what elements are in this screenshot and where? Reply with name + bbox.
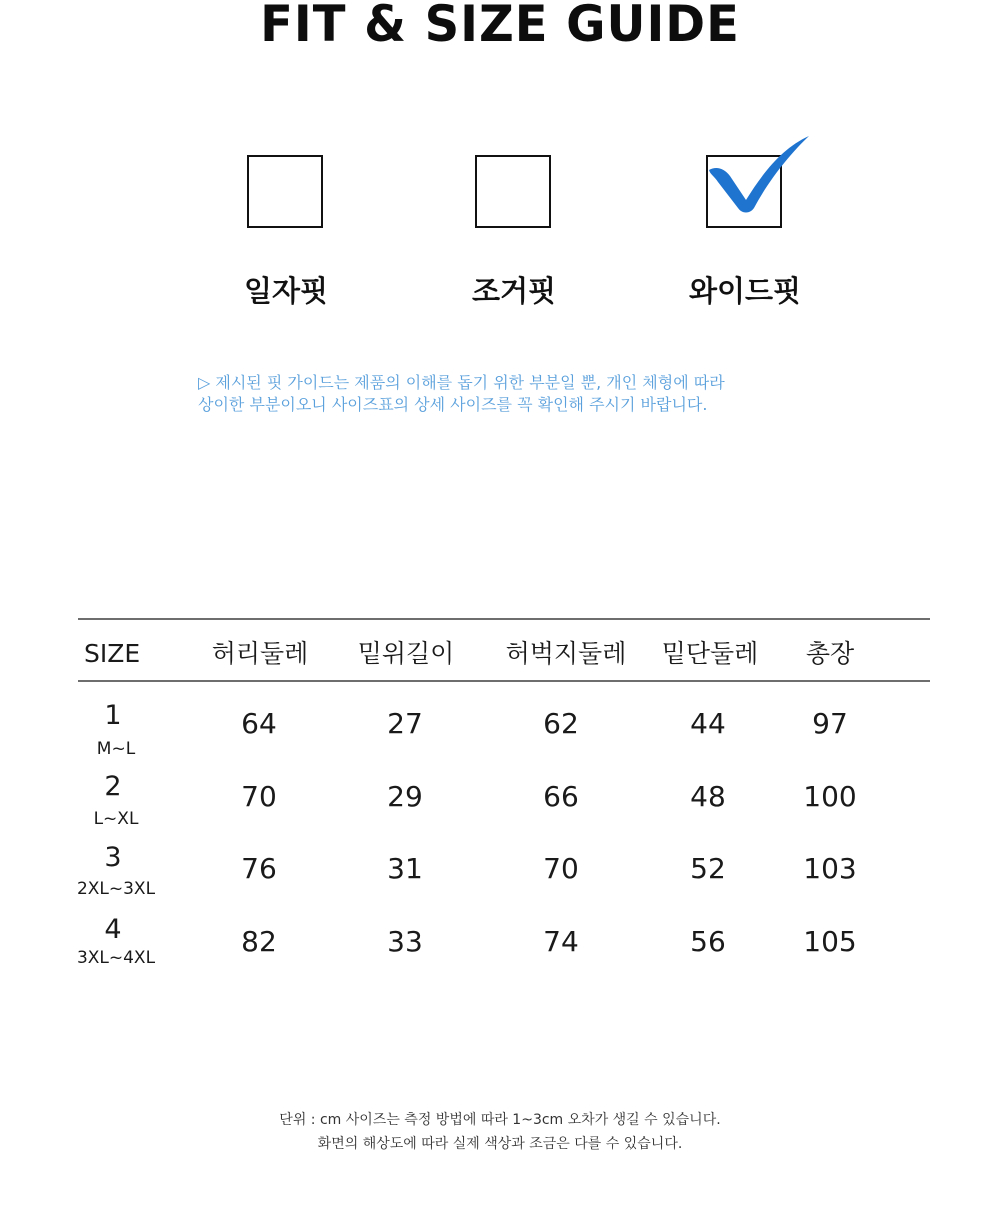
fit-checkbox-straight bbox=[247, 155, 323, 228]
cell-thigh: 62 bbox=[543, 707, 579, 740]
fit-option-jogger bbox=[414, 155, 614, 325]
cell-thigh: 74 bbox=[543, 925, 579, 958]
table-header-rule bbox=[78, 680, 930, 682]
cell-waist: 82 bbox=[241, 925, 277, 958]
size-number: 1 bbox=[104, 700, 122, 731]
cell-hem: 44 bbox=[690, 707, 726, 740]
size-range: 3XL~4XL bbox=[76, 948, 156, 968]
size-number: 4 bbox=[104, 914, 122, 945]
cell-length: 103 bbox=[803, 852, 857, 885]
cell-waist: 70 bbox=[241, 780, 277, 813]
footer-line-2: 화면의 해상도에 따라 실제 색상과 조금은 다를 수 있습니다. bbox=[317, 1136, 683, 1152]
fit-label-jogger: 조거핏 bbox=[471, 274, 557, 308]
header-size: SIZE bbox=[84, 639, 141, 668]
header-length: 총장 bbox=[805, 639, 855, 668]
size-range: 2XL~3XL bbox=[76, 879, 156, 899]
fit-notice bbox=[198, 372, 838, 416]
checkmark-icon bbox=[706, 134, 812, 214]
fit-option-straight bbox=[186, 155, 386, 325]
cell-rise: 33 bbox=[387, 925, 423, 958]
cell-hem: 56 bbox=[690, 925, 726, 958]
cell-rise: 27 bbox=[387, 707, 423, 740]
cell-thigh: 66 bbox=[543, 780, 579, 813]
size-number: 2 bbox=[104, 771, 122, 802]
cell-waist: 64 bbox=[241, 707, 277, 740]
header-waist: 허리둘레 bbox=[211, 639, 309, 668]
cell-hem: 48 bbox=[690, 780, 726, 813]
cell-length: 105 bbox=[803, 925, 857, 958]
fit-checkbox-jogger bbox=[475, 155, 551, 228]
cell-length: 97 bbox=[812, 707, 848, 740]
header-hem: 밑단둘레 bbox=[661, 639, 759, 668]
cell-thigh: 70 bbox=[543, 852, 579, 885]
size-range: L~XL bbox=[93, 809, 139, 829]
cell-hem: 52 bbox=[690, 852, 726, 885]
size-number: 3 bbox=[104, 842, 122, 873]
cell-waist: 76 bbox=[241, 852, 277, 885]
notice-line-1: ▷ 제시된 핏 가이드는 제품의 이해를 돕기 위한 부분일 뿐, 개인 체형에 따라 bbox=[198, 373, 725, 392]
table-top-rule bbox=[78, 618, 930, 620]
cell-rise: 31 bbox=[387, 852, 423, 885]
size-range: M~L bbox=[96, 739, 136, 759]
fit-label-wide: 와이드핏 bbox=[688, 274, 802, 308]
footer-note bbox=[0, 1108, 1000, 1156]
cell-rise: 29 bbox=[387, 780, 423, 813]
header-rise: 밑위길이 bbox=[357, 639, 455, 668]
cell-length: 100 bbox=[803, 780, 857, 813]
footer-line-1: 단위 : cm 사이즈는 측정 방법에 따라 1~3cm 오차가 생길 수 있습니다. bbox=[279, 1112, 721, 1128]
header-thigh: 허벅지둘레 bbox=[505, 639, 627, 668]
notice-line-2: 상이한 부분이오니 사이즈표의 상세 사이즈를 꼭 확인해 주시기 바랍니다. bbox=[198, 395, 708, 414]
page-title: FIT & SIZE GUIDE bbox=[260, 0, 740, 53]
fit-label-straight: 일자핏 bbox=[243, 274, 329, 308]
